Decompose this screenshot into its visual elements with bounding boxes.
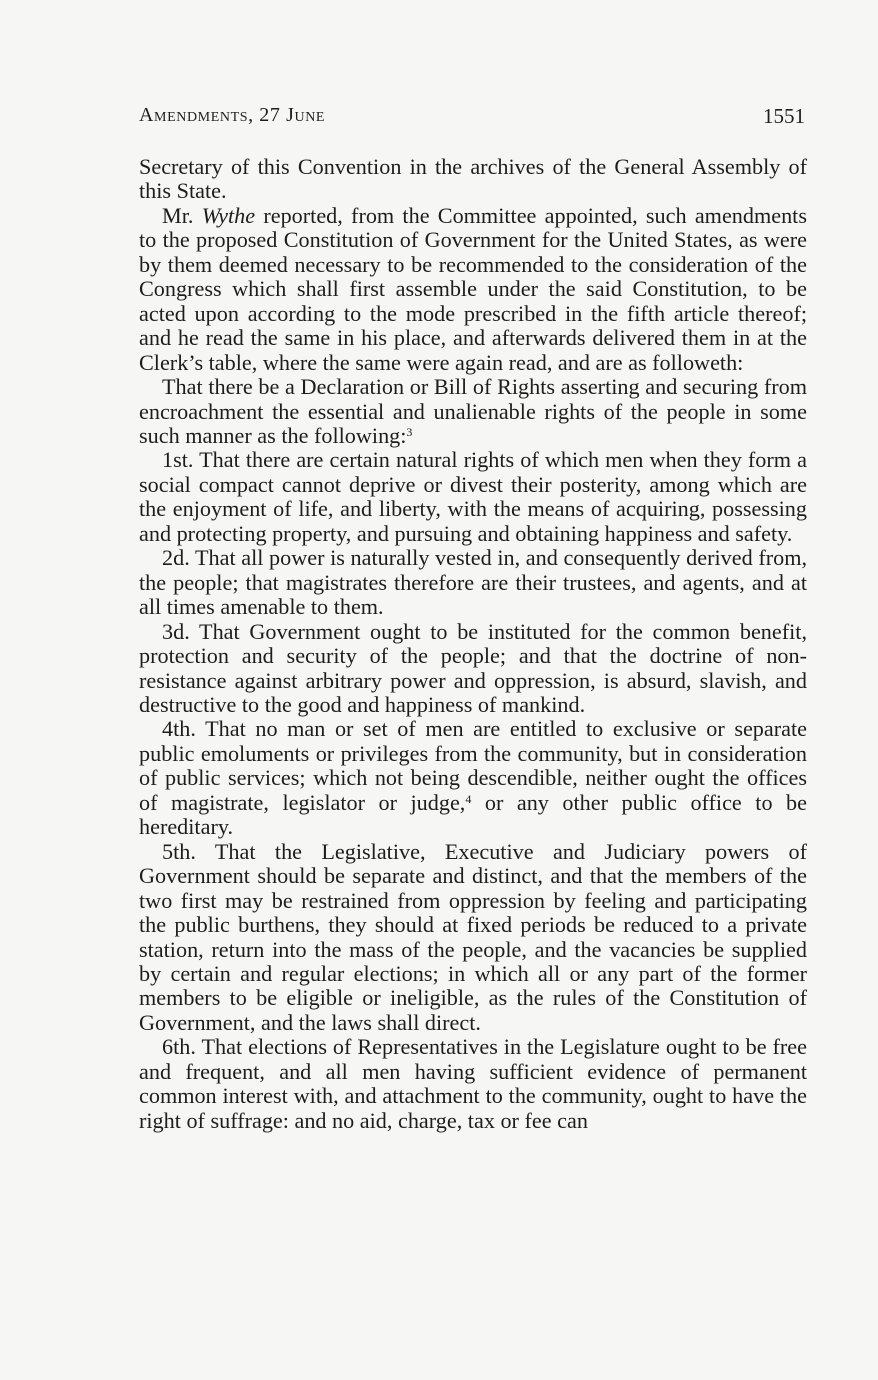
paragraph-5th: 5th. That the Legislative, Executive and Judiciary powers of Government should be separate and distinct, and that the members of the two first may be restrained from oppression by feeling and participating the public burthens, they should at fixed periods be reduced to a private station, return into the mass of the people, and the vacancies be supplied by certain and regular elections; in which all or any part of the former members to be eligible or ineligible, as the rules of the Constitution of Government, and the laws shall direct.: [139, 838, 807, 1035]
paragraph-2d: 2d. That all power is naturally vested in, and consequently derived from, the people; that magistrates therefore are their trustees, and agents, and at all times amenable to them.: [139, 545, 807, 620]
paragraph-continued: Secretary of this Convention in the archives of the General Assembly of this State.: [139, 154, 807, 204]
name-wythe: Wythe: [201, 202, 256, 228]
mr-prefix: Mr.: [162, 202, 202, 228]
footnote-ref-3: 3: [406, 424, 413, 439]
running-head: [139, 104, 809, 136]
paragraph-6th: 6th. That elections of Representatives in the Legislature ought to be free and frequent, and all men having sufficient evidence of permanent common interest with, and attachment to the community, ought to have the right of suffrage: and no aid, charge, tax or fee can: [139, 1034, 807, 1133]
paragraph-wythe-report: [139, 204, 807, 375]
body-text: [139, 155, 807, 1133]
paragraph-1st: 1st. That there are certain natural rights of which men when they form a social compact cannot deprive or divest their posterity, among which are the enjoyment of life, and liberty, with the means of acquiring, possessing and protecting property, and pursuing and obtaining happiness and safety.: [139, 447, 807, 546]
paragraph-4th: [139, 717, 807, 839]
fourth-text-end: or any other public office to be hereditary.: [139, 789, 807, 840]
footnote-ref-4: 4: [465, 791, 472, 806]
report-text: reported, from the Committee appointed, such amendments to the proposed Constitution of Government for the United States, as were by them deemed necessary to be recommended to the consideration of the Congress which shall first assemble under the said Constitution, to be acted upon according to the mode prescribed in the fifth article thereof; and he read the same in his place, and afterwards delivered them in at the Clerk’s table, where the same were again read, and are as followeth:: [139, 202, 807, 375]
declaration-text: That there be a Declaration or Bill of Rights asserting and securing from encroachment the essential and unalienable rights of the people in some such manner as the following:: [139, 374, 807, 448]
paragraph-3d: 3d. That Government ought to be instituted for the common benefit, protection and security of the people; and that the doctrine of non-resistance against arbitrary power and oppression, is absurd, slavish, and destructive to the good and happiness of mankind.: [139, 618, 807, 717]
running-head-title: Amendments, 27 June: [139, 104, 326, 126]
paragraph-declaration: [139, 375, 807, 448]
page-number: 1551: [763, 104, 805, 128]
fourth-text-start: 4th. That no man or set of men are entitled to exclusive or separate public emoluments or privileges from the community, but in consideration of public services; which not being descendible, neither ought the offices of magistrate, legislator or judge,: [139, 716, 807, 815]
